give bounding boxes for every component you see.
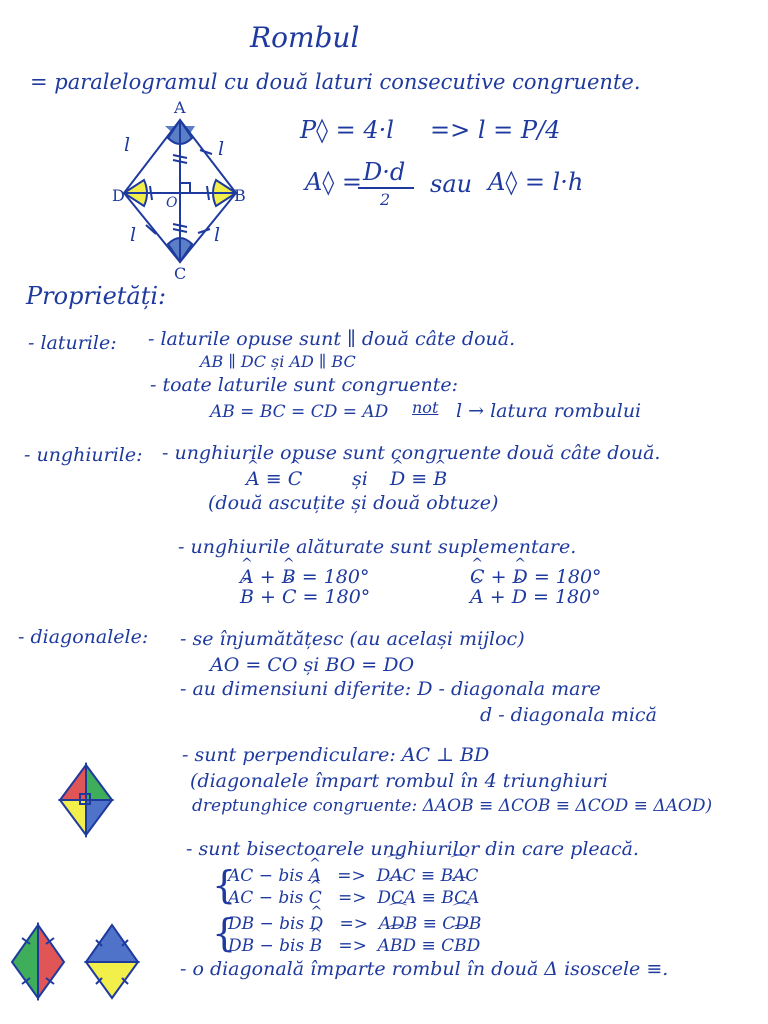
properties-title: Proprietăți: <box>26 282 167 310</box>
vertex-b: B <box>234 186 246 205</box>
side-formula: => l = P/4 <box>430 116 561 144</box>
diagonals-line-1: - se înjumătățesc (au același mijloc) <box>180 628 525 650</box>
sides-line-4b: not <box>412 398 439 417</box>
angles-line-1: - unghiurile opuse sunt congruente două câte două. <box>162 442 661 464</box>
bisector-line-3: DB − bis ^ D => ⌒ ADB ≡ ⌒ CDB <box>228 916 481 933</box>
angles-sum-2: ^ C + ^ D = 180° <box>470 568 602 587</box>
angles-line-3: (două ascuțite și două obtuze) <box>208 492 499 514</box>
area-label: A◊ = <box>305 168 362 196</box>
side-label-da: l <box>214 224 221 246</box>
bisector-line-2: AC − bis ^ C => ⌒ DCA ≡ ⌒ BCA <box>228 890 479 907</box>
sides-line-2: AB ∥ DC și AD ∥ BC <box>200 352 356 371</box>
angles-line-2a: ^ A ≡ ^ C <box>246 470 302 489</box>
diagonals-line-3: - au dimensiuni diferite: D - diagonala mare <box>180 678 601 700</box>
definition: = paralelogramul cu două laturi consecutive congruente. <box>30 70 641 94</box>
diagonals-label: - diagonalele: <box>18 626 149 648</box>
page-title: Rombul <box>250 21 360 54</box>
angles-sum-1: ^ A + ^ B = 180° <box>240 568 369 587</box>
diagonals-line-5: - sunt perpendiculare: AC ⊥ BD <box>182 744 490 766</box>
angles-label: - unghiurile: <box>24 444 143 466</box>
area-denominator: 2 <box>380 190 391 209</box>
diagonals-line-8: - sunt bisectoarele unghiurilor din care pleacă. <box>186 838 639 860</box>
side-label-cd: l <box>130 224 137 246</box>
sides-line-1: - laturile opuse sunt ∥ două câte două. <box>148 328 516 350</box>
sides-line-4c: l → latura rombului <box>456 400 642 422</box>
area-numerator: D·d <box>363 158 406 186</box>
vertex-c: C <box>174 264 187 283</box>
angles-sum-3: ^ B + ^ C = 180° <box>240 588 370 607</box>
angles-sum-4: ^ A + ^ D = 180° <box>470 588 601 607</box>
diagonals-line-2: AO = CO și BO = DO <box>210 654 415 676</box>
side-label-ab: l <box>124 134 131 156</box>
sides-line-4a: AB = BC = CD = AD <box>210 402 389 422</box>
bisector-line-4: DB − bis ^ B => ⌒ ABD ≡ ⌒ CBD <box>228 938 480 955</box>
center-o: O <box>166 195 178 211</box>
vertex-d: D <box>112 186 125 205</box>
diagonals-line-9: - o diagonală împarte rombul în două Δ isoscele ≡. <box>180 958 669 980</box>
bisector-brace-1: { <box>212 863 237 907</box>
sides-line-3: - toate laturile sunt congruente: <box>150 374 459 396</box>
angles-line-4: - unghiurile alăturate sunt suplementare. <box>178 536 577 558</box>
angles-line-2c: ^ D ≡ ^ B <box>390 470 447 489</box>
area-alt-formula: A◊ = l·h <box>488 168 584 196</box>
sides-label: - laturile: <box>28 332 117 354</box>
side-label-bc: l <box>218 138 225 160</box>
vertex-a: A <box>174 98 186 117</box>
area-or: sau <box>430 170 473 198</box>
perimeter-formula: P◊ = 4·l <box>300 116 394 144</box>
bisector-brace-2: { <box>212 911 237 955</box>
angles-line-2b: și <box>352 468 368 490</box>
diagonals-line-4: d - diagonala mică <box>480 704 657 726</box>
diagonals-line-6: (diagonalele împart rombul în 4 triunghiuri <box>190 770 608 792</box>
bisector-line-1: AC − bis ^ A => ⌒ DAC ≡ ⌒ BAC <box>228 868 478 885</box>
diagonals-line-7: dreptunghice congruente: ΔAOB ≡ ΔCOB ≡ ΔCOD ≡ ΔAOD) <box>192 796 713 816</box>
